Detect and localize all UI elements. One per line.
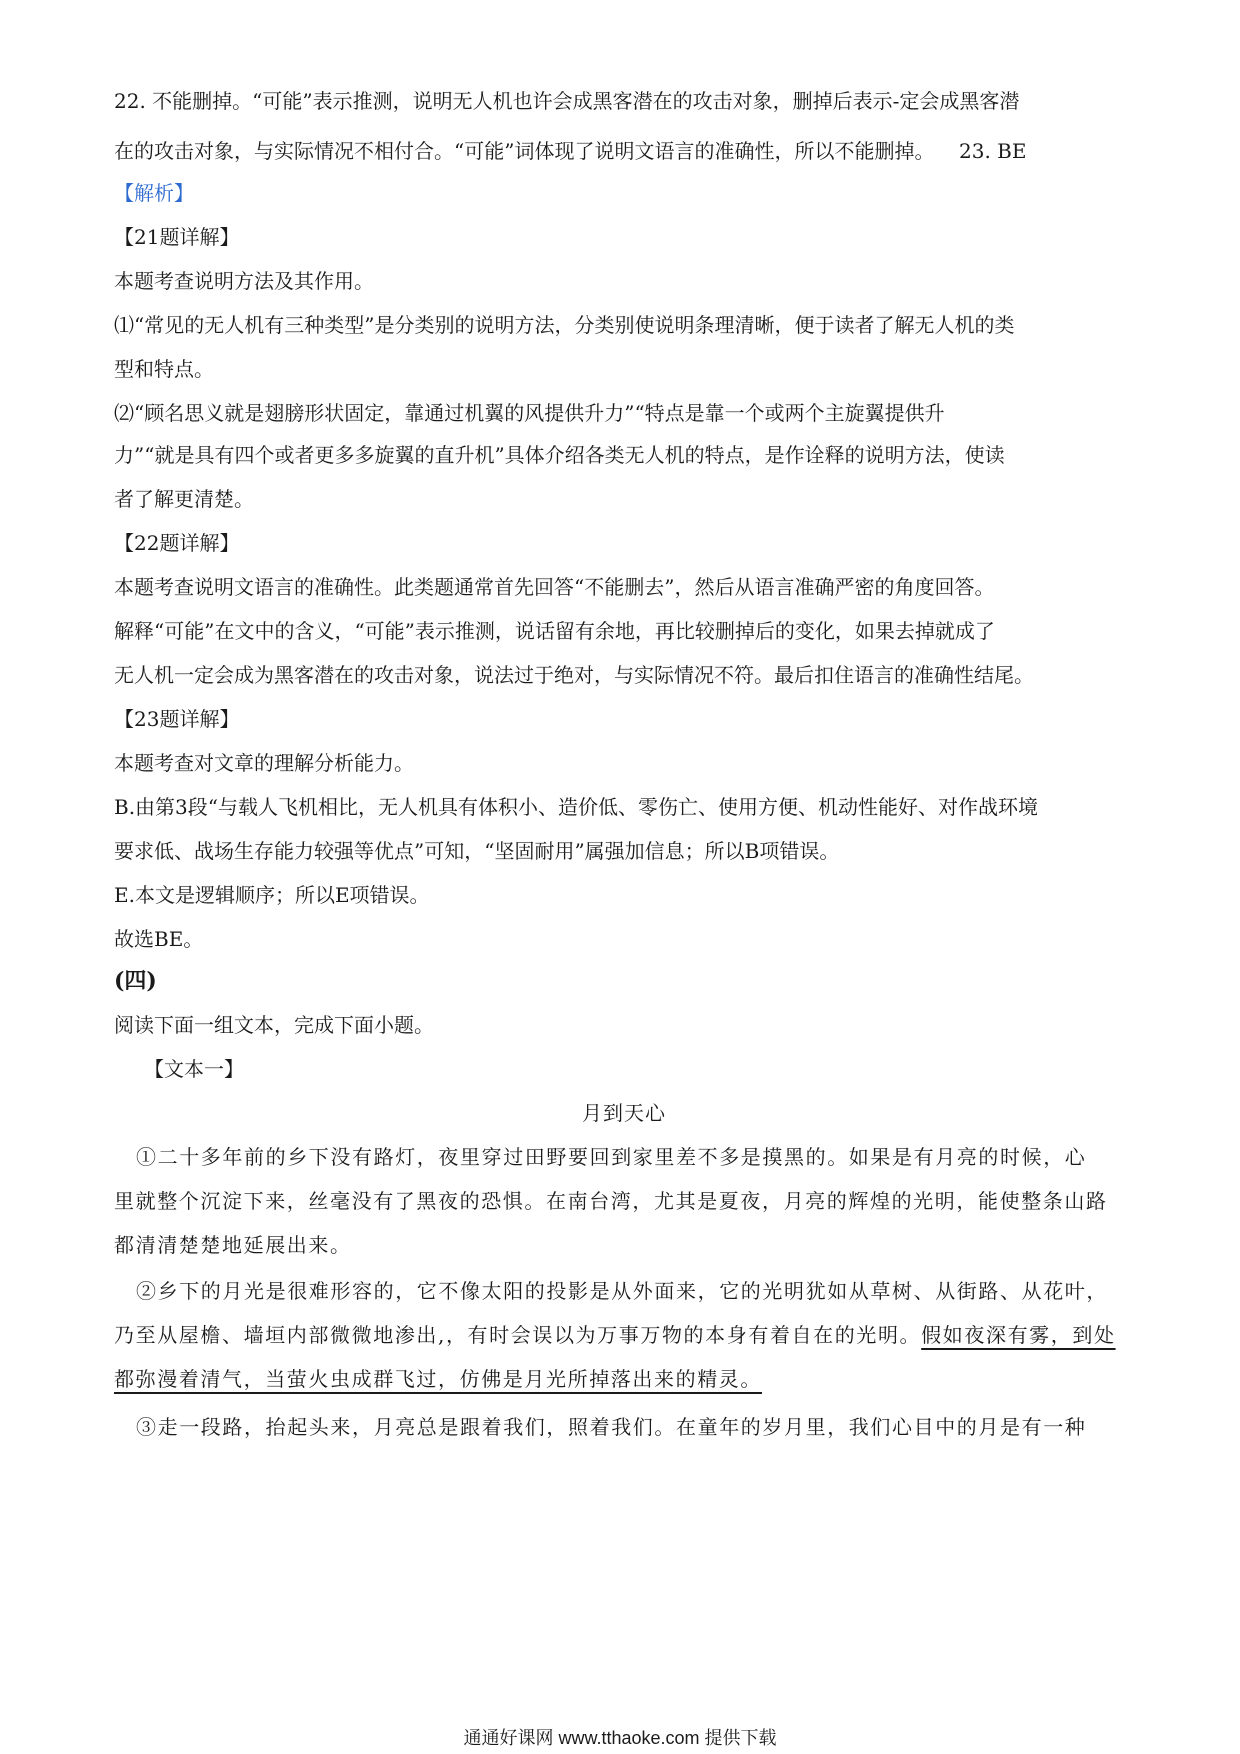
answer-23: 23. BE (959, 139, 1027, 163)
q21-intro: 本题考查说明方法及其作用。 (114, 269, 374, 293)
q21-point2-line-2: 力”“就是具有四个或者更多多旋翼的直升机”具体介绍各类无人机的特点，是作诠释的说明方法，使读 (114, 443, 1005, 467)
section-4-instruction: 阅读下面一组文本，完成下面小题。 (114, 1013, 434, 1037)
text-one-label: 【文本一】 (144, 1057, 244, 1081)
passage-p2-line-2-plain: 乃至从屋檐、墙垣内部微微地渗出,，有时会误以为万事万物的本身有着自在的光明。 (114, 1323, 922, 1347)
q21-point1-line-1: ⑴“常见的无人机有三种类型”是分类别的说明方法，分类别使说明条理清晰，便于读者了解无人机的类 (114, 313, 1015, 337)
passage-p3-line-1: ③走一段路，抬起头来，月亮总是跟着我们，照着我们。在童年的岁月里，我们心目中的月是有一种 (136, 1415, 1087, 1439)
q23-option-b-line-1: B.由第3段“与载人飞机相比，无人机具有体积小、造价低、零伤亡、使用方便、机动性能好、对作战环境 (114, 795, 1039, 819)
q22-line-1: 本题考查说明文语言的准确性。此类题通常首先回答“不能删去”，然后从语言准确严密的角度回答。 (114, 575, 995, 599)
answer-22-line-2: 在的攻击对象，与实际情况不相付合。“可能”词体现了说明文语言的准确性，所以不能删掉。 (114, 139, 935, 163)
q22-line-3: 无人机一定会成为黑客潜在的攻击对象，说法过于绝对，与实际情况不符。最后扣住语言的准确性结尾。 (114, 663, 1034, 687)
q22-line-2: 解释“可能”在文中的含义，“可能”表示推测，说话留有余地，再比较删掉后的变化，如果去掉就成了 (114, 619, 995, 643)
passage-p2-line-1: ②乡下的月光是很难形容的，它不像太阳的投影是从外面来，它的光明犹如从草树、从街路、从花叶， (136, 1279, 1108, 1303)
q23-heading: 【23题详解】 (114, 707, 240, 731)
q22-heading: 【22题详解】 (114, 531, 240, 555)
q23-option-b-line-2: 要求低、战场生存能力较强等优点”可知，“坚固耐用”属强加信息；所以B项错误。 (114, 839, 840, 863)
q23-option-e: E.本文是逻辑顺序；所以E项错误。 (114, 883, 430, 907)
passage-p1-line-1: ①二十多年前的乡下没有路灯，夜里穿过田野要回到家里差不多是摸黑的。如果是有月亮的时候，心 (136, 1145, 1087, 1169)
passage-p2-underlined-start: 假如夜深有雾，到处 (921, 1323, 1116, 1347)
section-4-heading: (四) (114, 968, 157, 994)
passage-p2-underlined-end: 都弥漫着清气，当萤火虫成群飞过，仿佛是月光所掉落出来的精灵。 (114, 1367, 762, 1391)
q23-intro: 本题考查对文章的理解分析能力。 (114, 751, 414, 775)
q23-choice: 故选BE。 (114, 927, 204, 951)
analysis-label: 【解析】 (114, 181, 194, 205)
q21-point2-line-1: ⑵“顾名思义就是翅膀形状固定，靠通过机翼的风提供升力”“特点是靠一个或两个主旋翼提供升 (114, 401, 945, 425)
page-footer: 通通好课网 www.tthaoke.com 提供下载 (463, 1728, 777, 1748)
passage-p2-line-3 (114, 1365, 762, 1393)
passage-p1-line-2: 里就整个沉淀下来，丝毫没有了黑夜的恐惧。在南台湾，尤其是夏夜，月亮的辉煌的光明，能使整条山路 (114, 1189, 1108, 1213)
passage-p1-line-3: 都清清楚楚地延展出来。 (114, 1233, 352, 1257)
q21-point2-line-3: 者了解更清楚。 (114, 487, 254, 511)
passage-p2-line-2 (114, 1321, 1116, 1349)
answer-22-line-1: 22. 不能删掉。“可能”表示推测，说明无人机也许会成黑客潜在的攻击对象，删掉后表示-定会成黑客潜 (114, 89, 1020, 113)
q21-heading: 【21题详解】 (114, 225, 240, 249)
q21-point1-line-2: 型和特点。 (114, 357, 214, 381)
passage-title: 月到天心 (582, 1101, 666, 1125)
